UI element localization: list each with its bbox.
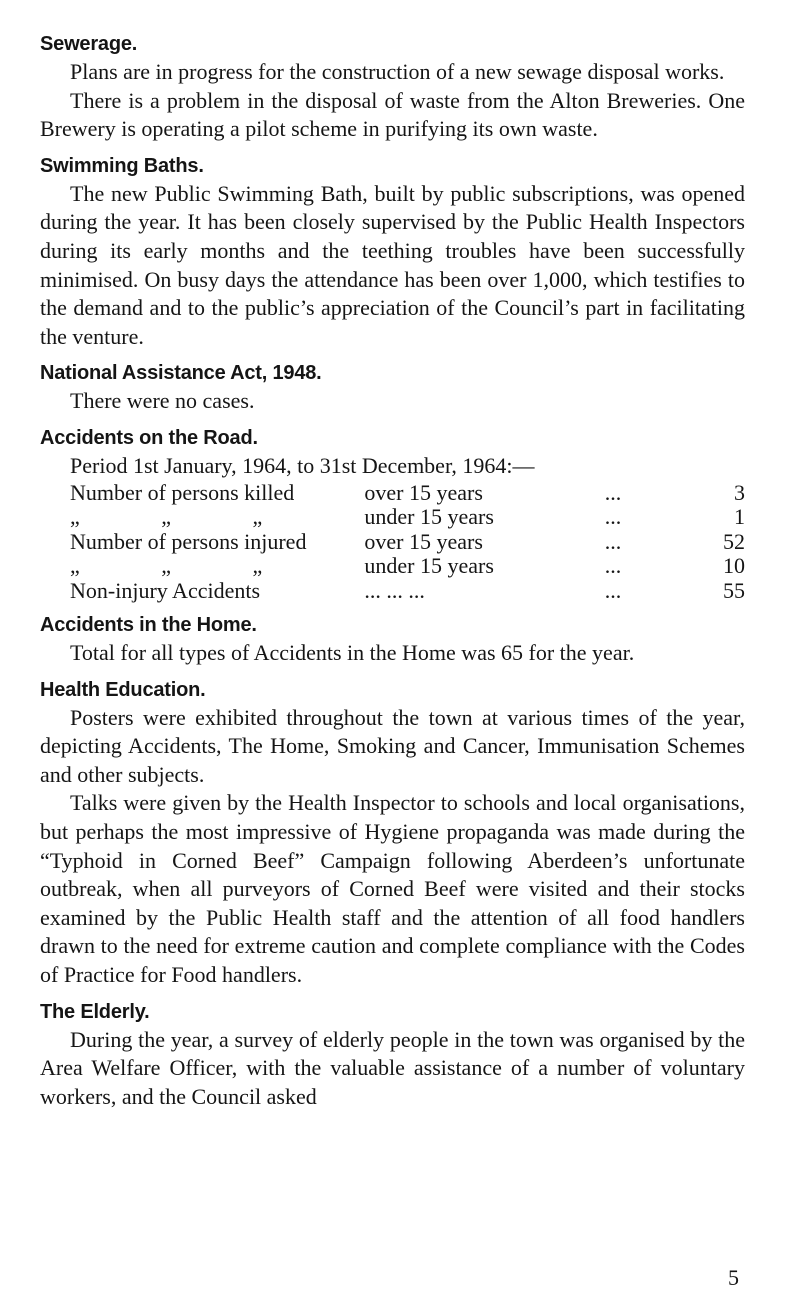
row-value: 10 bbox=[723, 553, 745, 579]
table-row bbox=[70, 505, 745, 530]
row-qualifier: under 15 years bbox=[364, 504, 494, 530]
leader-dots: ... bbox=[604, 479, 622, 505]
paragraph: Plans are in progress for the construction of a new sewage disposal works. bbox=[70, 59, 725, 84]
table-row bbox=[70, 481, 745, 506]
row-qualifier: over 15 years bbox=[364, 479, 483, 505]
ditto-marks: „ „ „ bbox=[70, 504, 301, 530]
section-national-assistance bbox=[40, 359, 745, 416]
section-heading: Sewerage. bbox=[40, 33, 138, 55]
leader-dots: ... bbox=[604, 577, 622, 603]
section-heading: Swimming Baths. bbox=[40, 154, 204, 177]
row-label: Number of persons killed bbox=[70, 479, 295, 505]
paragraph: During the year, a survey of elderly people in the town was organised by the Area Welfare Officer, with the valuable assistance of a number of voluntary workers, and the Council asked bbox=[40, 1026, 745, 1109]
paragraph: Posters were exhibited throughout the town at various times of the year, depicting Accidents, The Home, Smoking and Cancer, Immunisation Schemes and other subjects. bbox=[40, 704, 745, 787]
ditto-marks: „ „ „ bbox=[70, 553, 301, 579]
section-road-accidents bbox=[40, 424, 745, 603]
table-row bbox=[70, 530, 745, 555]
table-row bbox=[70, 554, 745, 579]
section-swimming-baths bbox=[40, 152, 745, 352]
section-heading: National Assistance Act, 1948. bbox=[40, 362, 322, 385]
table-row bbox=[70, 579, 745, 604]
row-value: 52 bbox=[723, 528, 745, 554]
paragraph: There were no cases. bbox=[70, 388, 255, 414]
section-elderly bbox=[40, 998, 745, 1112]
paragraph: Talks were given by the Health Inspector to schools and local organisations, but perhaps the most impressive of Hygiene propaganda was made during the “Typhoid in Corned Beef” Campaign following Aberdeen’s unfortunate outbreak, when all purveyors of Corned Beef were visited and their stocks examined by the Public Health staff and the attention of all food handlers drawn to the need for extreme caution and complete compliance with the Codes of Practice for Food handlers. bbox=[40, 790, 745, 987]
paragraph: Total for all types of Accidents in the Home was 65 for the year. bbox=[70, 640, 635, 666]
row-label: Non-injury Accidents bbox=[70, 577, 261, 603]
section-heading: Health Education. bbox=[40, 678, 206, 701]
section-heading: Accidents in the Home. bbox=[40, 614, 257, 637]
section-heading: The Elderly. bbox=[40, 1000, 150, 1023]
paragraph: There is a problem in the disposal of waste from the Alton Breweries. One Brewery is operating a pilot scheme in purifying its own waste. bbox=[40, 87, 745, 142]
leader-dots: ... bbox=[604, 553, 622, 579]
section-health-education bbox=[40, 676, 745, 990]
paragraph: The new Public Swimming Bath, built by public subscriptions, was opened during the year. It has been closely supervised by the Public Health Inspectors during its early months and the teething troubles have been successfully minimised. On busy days the attendance has been over 1,000, which testifies to the demand and to the public’s appreciation of the Council’s part in facilitating the venture. bbox=[40, 180, 745, 349]
row-qualifier: under 15 years bbox=[364, 553, 494, 579]
row-value: 1 bbox=[734, 504, 745, 530]
row-qualifier: ... ... ... bbox=[364, 577, 425, 603]
row-value: 3 bbox=[734, 479, 745, 505]
leader-dots: ... bbox=[604, 528, 622, 554]
row-label: Number of persons injured bbox=[70, 528, 307, 554]
page-number: 5 bbox=[728, 1265, 739, 1290]
leader-dots: ... bbox=[604, 504, 622, 530]
section-home-accidents bbox=[40, 611, 745, 668]
period-statement: Period 1st January, 1964, to 31st December, 1964:— bbox=[70, 452, 535, 478]
document-page bbox=[40, 30, 745, 1119]
row-qualifier: over 15 years bbox=[364, 528, 483, 554]
section-sewerage bbox=[40, 30, 745, 144]
section-heading: Accidents on the Road. bbox=[40, 426, 258, 449]
road-accidents-table bbox=[70, 481, 745, 604]
row-value: 55 bbox=[723, 577, 745, 603]
